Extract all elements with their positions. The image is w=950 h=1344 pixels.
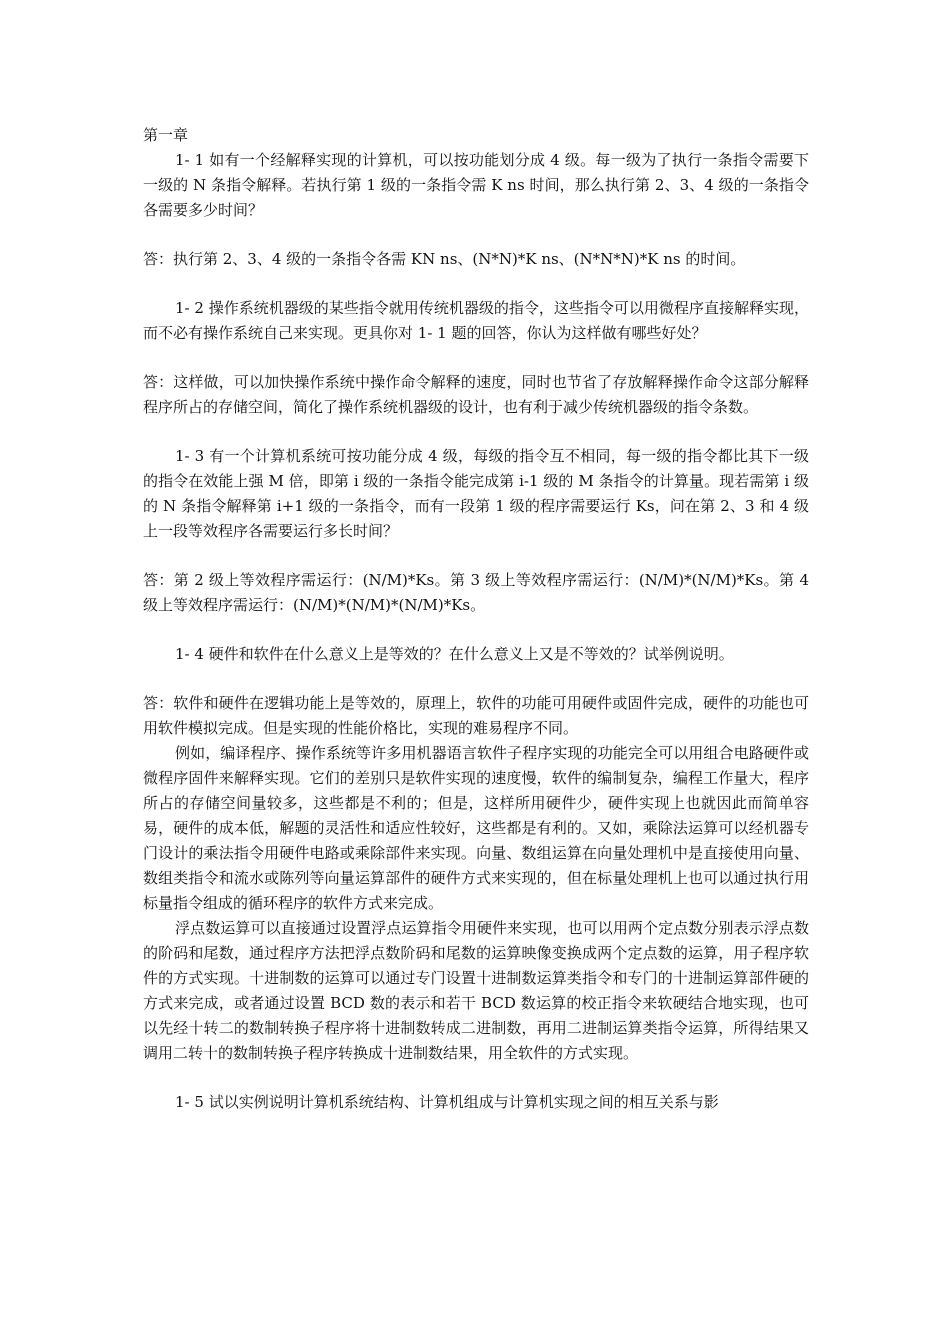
answer-1-1: 答：执行第 2、3、4 级的一条指令各需 KN ns、(N*N)*K ns、(N*N*N)*K ns 的时间。 <box>143 250 746 268</box>
question-1-3: 1- 3 有一个计算机系统可按功能分成 4 级，每级的指令互不相同，每一级的指令都比其下一级的指令在效能上强 M 倍，即第 i 级的一条指令能完成第 i-1 级的 M 条指令的计算量。现若需第 i 级的 N 条指令解释第 i+1 级的一条指令，而有一段第 1 级的程序需要运行 Ks，问在第 2、3 和 4 级上一段等效程序各需要运行多长时间？ <box>143 447 809 540</box>
question-1-1: 1- 1 如有一个经解释实现的计算机，可以按功能划分成 4 级。每一级为了执行一条指令需要下一级的 N 条指令解释。若执行第 1 级的一条指令需 K ns 时间，那么执行第 2、3、4 级的一条指令各需要多少时间？ <box>143 151 809 219</box>
chapter-title: 第一章 <box>143 126 189 144</box>
answer-1-4-paragraph-2: 例如，编译程序、操作系统等许多用机器语言软件子程序实现的功能完全可以用组合电路硬件或微程序固件来解释实现。它们的差别只是软件实现的速度慢，软件的编制复杂，编程工作量大，程序所占的存储空间量较多，这些都是不利的；但是，这样所用硬件少，硬件实现上也就因此而简单容易，硬件的成本低，解题的灵活性和适应性较好，这些都是有利的。又如，乘除法运算可以经机器专门设计的乘法指令用硬件电路或乘除部件来实现。向量、数组运算在向量处理机中是直接使用向量、数组类指令和流水或陈列等向量运算部件的硬件方式来实现的，但在标量处理机上也可以通过执行用标量指令组成的循环程序的软件方式来完成。 <box>143 744 809 912</box>
question-1-2: 1- 2 操作系统机器级的某些指令就用传统机器级的指令，这些指令可以用微程序直接解释实现，而不必有操作系统自己来实现。更具你对 1- 1 题的回答，你认为这样做有哪些好处？ <box>143 299 809 342</box>
document-page <box>143 123 809 1115</box>
answer-1-2: 答：这样做，可以加快操作系统中操作命令解释的速度，同时也节省了存放解释操作命令这部分解释程序所占的存储空间，简化了操作系统机器级的设计，也有利于减少传统机器级的指令条数。 <box>143 373 809 416</box>
question-1-4: 1- 4 硬件和软件在什么意义上是等效的？在什么意义上又是不等效的？试举例说明。 <box>175 645 734 663</box>
answer-1-4-paragraph-3: 浮点数运算可以直接通过设置浮点运算指令用硬件来实现，也可以用两个定点数分别表示浮点数的阶码和尾数，通过程序方法把浮点数阶码和尾数的运算映像变换成两个定点数的运算，用子程序软件的方式实现。十进制数的运算可以通过专门设置十进制数运算类指令和专门的十进制运算部件硬的方式来完成，或者通过设置 BCD 数的表示和若干 BCD 数运算的校正指令来软硬结合地实现，也可以先经十转二的数制转换子程序将十进制数转成二进制数，再用二进制运算类指令运算，所得结果又调用二转十的数制转换子程序转换成十进制数结果，用全软件的方式实现。 <box>143 919 809 1062</box>
question-1-5: 1- 5 试以实例说明计算机系统结构、计算机组成与计算机实现之间的相互关系与影 <box>175 1093 719 1111</box>
answer-1-4-paragraph-1: 答：软件和硬件在逻辑功能上是等效的，原理上，软件的功能可用硬件或固件完成，硬件的功能也可用软件模拟完成。但是实现的性能价格比，实现的难易程序不同。 <box>143 694 809 737</box>
answer-1-3: 答：第 2 级上等效程序需运行：(N/M)*Ks。第 3 级上等效程序需运行：(N/M)*(N/M)*Ks。第 4 级上等效程序需运行：(N/M)*(N/M)*(N/M)*Ks。 <box>143 571 809 614</box>
